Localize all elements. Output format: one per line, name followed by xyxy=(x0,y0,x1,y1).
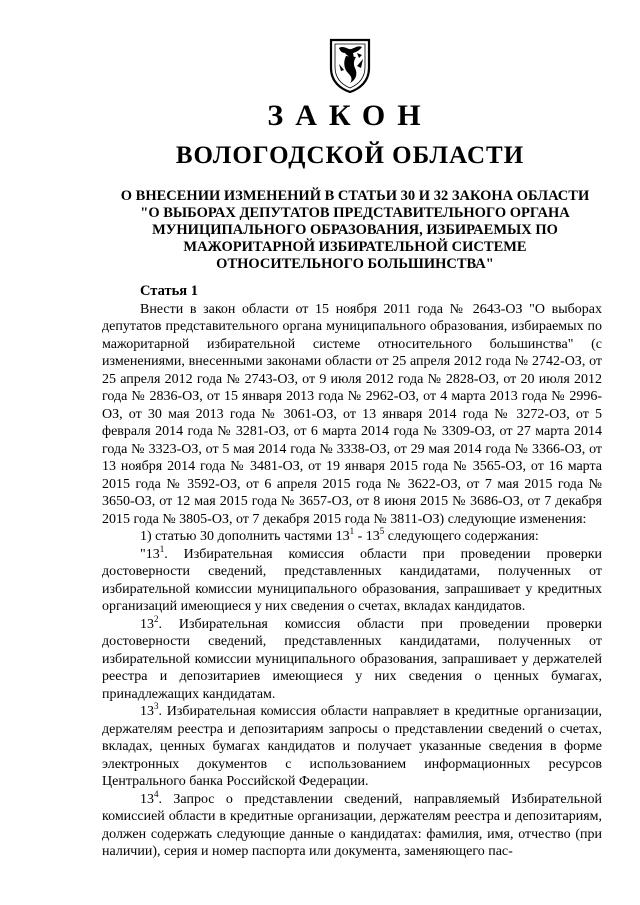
intro-paragraph: Внести в закон области от 15 ноября 2011 года № 2643-ОЗ "О выборах депутатов представительного органа муниципального образования, избираемых по мажоритарной избирательной системе относительного большинства" (с изменениями, внесенными законами области от 25 апреля 2012 года № 2742-ОЗ, от 25 апреля 2012 года № 2743-ОЗ, от 9 июля 2012 года № 2828-ОЗ, от 20 июля 2012 года № 2836-ОЗ, от 15 января 2013 года № 2962-ОЗ, от 4 марта 2013 года № 2996-ОЗ, от 30 мая 2013 года № 3061-ОЗ, от 13 января 2014 года № 3272-ОЗ, от 5 февраля 2014 года № 3281-ОЗ, от 6 марта 2014 года № 3309-ОЗ, от 27 марта 2014 года № 3323-ОЗ, от 5 мая 2014 года № 3338-ОЗ, от 29 мая 2014 года № 3366-ОЗ, от 13 ноября 2014 года № 3481-ОЗ, от 19 января 2015 года № 3565-ОЗ, от 16 марта 2015 года № 3592-ОЗ, от 6 апреля 2015 года № 3622-ОЗ, от 7 мая 2015 года № 3650-ОЗ, от 12 мая 2015 года № 3657-ОЗ, от 8 июня 2015 № 3686-ОЗ, от 7 декабря 2015 года № 3805-ОЗ, от 7 декабря 2015 года № 3811-ОЗ) следующие изменения: xyxy=(102,301,602,527)
part-text: . Запрос о представлении сведений, направляемый Избирательной комиссией области в кредитные организации, держателям реестра и депозитариям, должен содержать следующие данные о кандидатах: фамилия, имя, отчество (при наличии), серия и номер паспорта или документа, заменяющего пас- xyxy=(102,791,602,859)
coat-of-arms-icon xyxy=(327,36,373,94)
law-title-line: ОТНОСИТЕЛЬНОГО БОЛЬШИНСТВА" xyxy=(216,256,494,272)
part-superscript: 2 xyxy=(154,613,159,624)
part-number: 13 xyxy=(140,616,154,632)
article-heading: Статья 1 xyxy=(140,283,198,299)
part-text: . Избирательная комиссия области при проведении проверки достоверности сведений, представленных кандидатами, полученных от избирательной комиссии муниципального образования, запрашивает у кредитных организаций имеющиеся у них сведения о счетах, вкладах кандидатов. xyxy=(102,546,602,614)
part-text: . Избирательная комиссия области при проведении проверки достоверности сведений, представленных кандидатами, полученных от избирательной комиссии муниципального образования, запрашивает у держателей реестра и депозитариев имеющиеся у них сведения о ценных бумагах, принадлежащих кандидатам. xyxy=(102,616,602,702)
item-text: следующего содержания: xyxy=(384,529,539,544)
law-title-line: МАЖОРИТАРНОЙ ИЗБИРАТЕЛЬНОЙ СИСТЕМЕ xyxy=(183,239,527,255)
part-number: "13 xyxy=(140,546,160,562)
amendment-item-1 xyxy=(102,528,602,546)
document-type: ЗАКОН xyxy=(267,99,433,132)
part-text: . Избирательная комиссия области направляет в кредитные организации, держателям реестра и депозитариям запросы о представлении сведений о счетах, вкладах, ценных бумагах кандидатов и получает указанные сведения в форме электронных документов с использованием информационных ресурсов Центрального банка Российской Федерации. xyxy=(102,704,602,789)
part-13-4 xyxy=(102,788,602,861)
law-title-line: О ВНЕСЕНИИ ИЗМЕНЕНИЙ В СТАТЬИ 30 И 32 ЗАКОНА ОБЛАСТИ xyxy=(120,188,590,204)
part-superscript: 3 xyxy=(154,701,159,711)
item-superscript: 1 xyxy=(349,526,355,536)
part-13-2 xyxy=(102,613,602,704)
law-title-line: МУНИЦИПАЛЬНОГО ОБРАЗОВАНИЯ, ИЗБИРАЕМЫХ ПО xyxy=(152,222,558,238)
part-13-3 xyxy=(102,703,602,791)
region-name: ВОЛОГОДСКОЙ ОБЛАСТИ xyxy=(175,142,525,169)
part-13-1 xyxy=(102,543,602,616)
item-superscript: 5 xyxy=(379,526,385,536)
document-body xyxy=(102,283,602,861)
item-text: - 13 xyxy=(354,529,380,544)
part-superscript: 4 xyxy=(154,788,159,799)
law-title xyxy=(95,188,615,273)
part-number: 13 xyxy=(140,791,154,807)
part-superscript: 1 xyxy=(159,543,165,554)
law-title-line: "О ВЫБОРАХ ДЕПУТАТОВ ПРЕДСТАВИТЕЛЬНОГО ОРГАНА xyxy=(140,205,570,221)
part-number: 13 xyxy=(140,704,154,719)
item-text: 1) статью 30 дополнить частями 13 xyxy=(140,529,350,544)
